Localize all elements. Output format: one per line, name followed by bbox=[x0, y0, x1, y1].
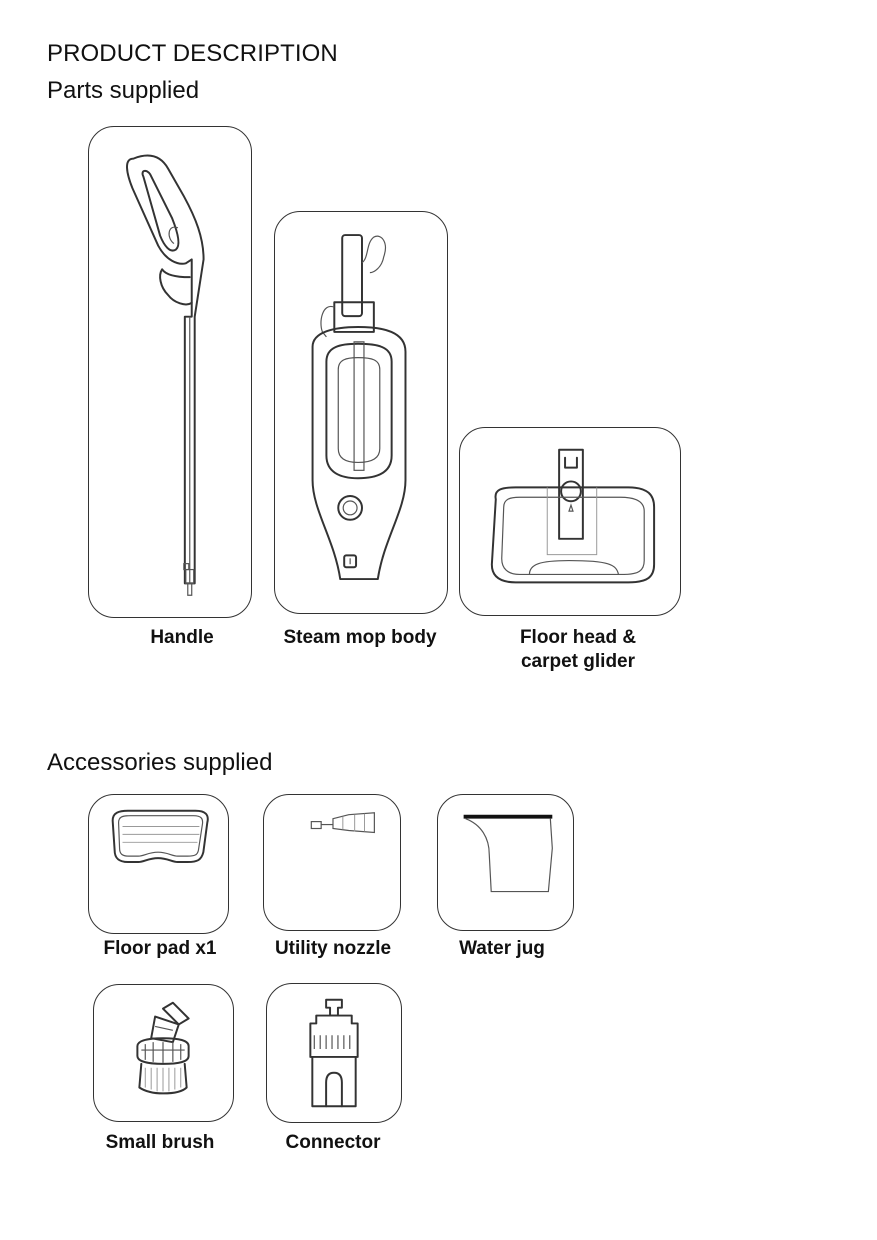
floor-head-label-1: Floor head & bbox=[519, 627, 637, 648]
handle-label: Handle bbox=[150, 627, 214, 648]
page-title: PRODUCT DESCRIPTION bbox=[47, 40, 338, 67]
steam-mop-body-card bbox=[274, 211, 448, 614]
steam-mop-body-label: Steam mop body bbox=[283, 627, 437, 648]
floor-head-card bbox=[459, 427, 681, 616]
connector-label: Connector bbox=[285, 1132, 381, 1153]
water-jug-card bbox=[437, 794, 574, 931]
utility-nozzle-illustration bbox=[264, 795, 400, 930]
utility-nozzle-label: Utility nozzle bbox=[274, 938, 392, 959]
accessories-heading: Accessories supplied bbox=[47, 749, 273, 776]
small-brush-card bbox=[93, 984, 234, 1122]
small-brush-illustration bbox=[94, 985, 233, 1121]
floor-head-label-2: carpet glider bbox=[520, 651, 636, 672]
utility-nozzle-card bbox=[263, 794, 401, 931]
handle-card bbox=[88, 126, 252, 618]
water-jug-label: Water jug bbox=[459, 938, 545, 959]
connector-illustration bbox=[267, 984, 401, 1122]
small-brush-label: Small brush bbox=[105, 1132, 215, 1153]
floor-pad-label: Floor pad x1 bbox=[103, 938, 217, 959]
floor-pad-card bbox=[88, 794, 229, 934]
floor-pad-illustration bbox=[89, 795, 228, 933]
handle-illustration bbox=[89, 127, 251, 617]
steam-mop-body-illustration bbox=[275, 212, 447, 613]
floor-head-illustration bbox=[460, 428, 680, 615]
parts-heading: Parts supplied bbox=[47, 77, 200, 104]
water-jug-illustration bbox=[438, 795, 573, 930]
connector-card bbox=[266, 983, 402, 1123]
